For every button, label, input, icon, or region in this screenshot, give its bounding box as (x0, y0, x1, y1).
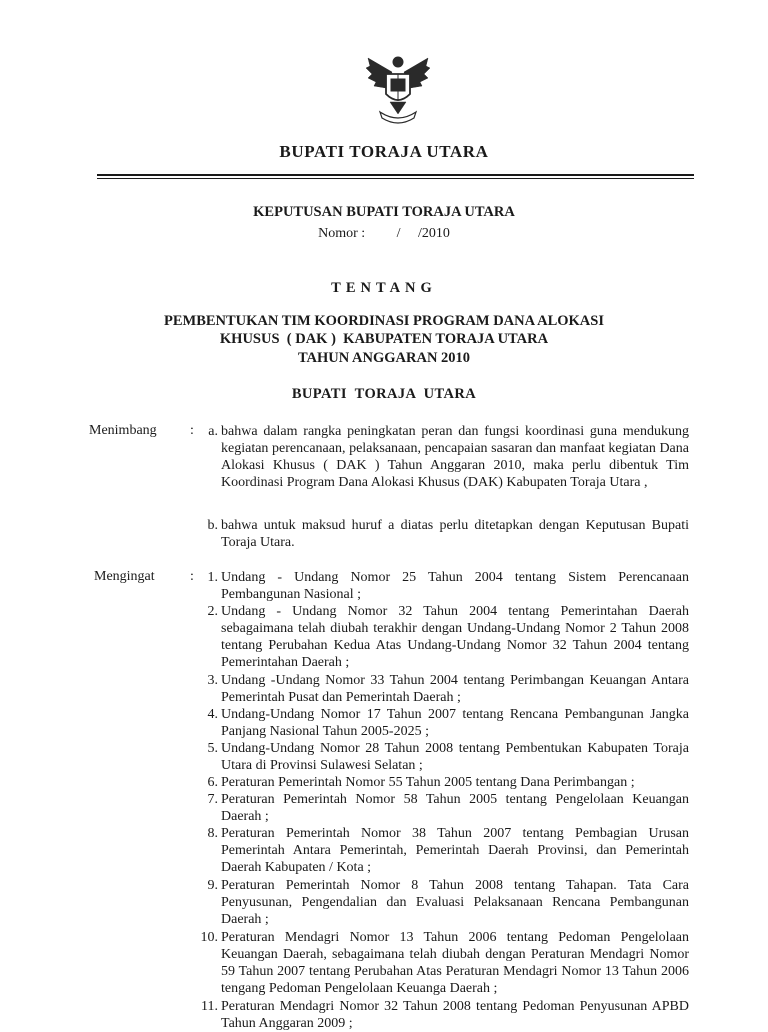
decree-title: KEPUTUSAN BUPATI TORAJA UTARA (253, 204, 515, 220)
mengingat-item (190, 774, 689, 791)
mengingat-item (190, 603, 689, 671)
subject-line-3: TAHUN ANGGARAN 2010 (297, 350, 471, 366)
mengingat-item (190, 998, 689, 1032)
item-number: 11. (201, 999, 218, 1014)
mengingat-item (190, 569, 689, 603)
item-text: bahwa untuk maksud huruf a diatas perlu ditetapkan dengan Keputusan Bupati Toraja Utara. (221, 518, 689, 550)
menimbang-item (190, 517, 689, 551)
item-text: Peraturan Pemerintah Nomor 38 Tahun 2007 tentang Pembagian Urusan Pemerintah Antara Pemerintah, Pemerintah Daerah Provinsi, dan Pemerintah Daerah Kabupaten / Kota ; (221, 826, 689, 875)
mengingat-item (190, 740, 689, 774)
garuda-emblem-icon (362, 52, 434, 128)
mengingat-label: Mengingat (94, 569, 155, 584)
item-text: Undang-Undang Nomor 17 Tahun 2007 tentang Rencana Pembangunan Jangka Panjang Nasional Tahun 2005-2025 ; (221, 707, 689, 739)
menimbang-label: Menimbang (89, 423, 157, 438)
item-text: Undang - Undang Nomor 32 Tahun 2004 tentang Pemerintahan Daerah sebagaimana telah diubah terakhir dengan Undang-Undang Nomor 2 Tahun 2008 tentang Perubahan Kedua Atas Undang-Undang Nomor 32 Tahun 2004 tentang Pemerintahan Daerah ; (221, 604, 689, 670)
item-number: b. (207, 518, 218, 533)
office-title: BUPATI TORAJA UTARA (279, 142, 489, 161)
mengingat-item (190, 706, 689, 740)
item-number: 3. (207, 673, 218, 688)
item-text: Peraturan Mendagri Nomor 32 Tahun 2008 tentang Pedoman Penyusunan APBD Tahun Anggaran 2009 ; (221, 999, 689, 1031)
item-text: Peraturan Pemerintah Nomor 58 Tahun 2005 tentang Pengelolaan Keuangan Daerah ; (221, 792, 689, 824)
item-number: 1. (207, 570, 218, 585)
tentang-heading: TENTANG (331, 280, 437, 296)
subject-line-1: PEMBENTUKAN TIM KOORDINASI PROGRAM DANA ALOKASI (163, 313, 604, 329)
header-rule-thin (97, 178, 694, 179)
item-number: 2. (207, 604, 218, 619)
subject-line-2: KHUSUS ( DAK ) KABUPATEN TORAJA UTARA (219, 331, 549, 347)
item-text: bahwa dalam rangka peningkatan peran dan fungsi koordinasi guna mendukung kegiatan perencanaan, pelaksanaan, pencapaian sasaran dan manfaat kegiatan Dana Alokasi Khusus ( DAK ) Tahun Anggaran 2010, maka perlu dibentuk Tim Koordinasi Program Dana Alokasi Khusus (DAK) Kabupaten Toraja Utara , (221, 424, 689, 490)
mengingat-item (190, 791, 689, 825)
decree-number: Nomor : / /2010 (318, 226, 450, 241)
item-number: 6. (207, 775, 218, 790)
item-number: 4. (207, 707, 218, 722)
issuer-title: BUPATI TORAJA UTARA (291, 386, 477, 402)
item-number: 8. (207, 826, 218, 841)
item-text: Undang -Undang Nomor 33 Tahun 2004 tentang Perimbangan Keuangan Antara Pemerintah Pusat dan Pemerintah Daerah ; (221, 673, 689, 705)
item-text: Peraturan Pemerintah Nomor 8 Tahun 2008 tentang Tahapan. Tata Cara Penyusunan, Pengendalian dan Evaluasi Pelaksanaan Rencana Pembangunan Daerah ; (221, 878, 689, 927)
menimbang-colon: : (190, 423, 194, 438)
mengingat-item (190, 877, 689, 928)
mengingat-item (190, 825, 689, 876)
mengingat-item (190, 672, 689, 706)
mengingat-item (190, 929, 689, 997)
mengingat-colon: : (190, 569, 194, 584)
item-text: Peraturan Mendagri Nomor 13 Tahun 2006 tentang Pedoman Pengelolaan Keuangan Daerah, sebagaimana telah diubah dengan Peraturan Mendagri Nomor 59 Tahun 2007 tentang Perubahan Atas Peraturan Mendagri Nomor 13 Tahun 2006 tengang Pedoman Pengelolaan Keuanga Daerah ; (221, 930, 689, 996)
item-number: 9. (207, 878, 218, 893)
item-number: a. (208, 424, 218, 439)
header-rule (97, 174, 694, 176)
item-number: 5. (207, 741, 218, 756)
item-number: 7. (207, 792, 218, 807)
item-text: Undang-Undang Nomor 28 Tahun 2008 tentang Pembentukan Kabupaten Toraja Utara di Provinsi Sulawesi Selatan ; (221, 741, 689, 773)
menimbang-item (190, 423, 689, 491)
item-number: 10. (200, 930, 218, 945)
item-text: Peraturan Pemerintah Nomor 55 Tahun 2005 tentang Dana Perimbangan ; (221, 775, 635, 790)
item-text: Undang - Undang Nomor 25 Tahun 2004 tentang Sistem Perencanaan Pembangunan Nasional ; (221, 570, 689, 602)
